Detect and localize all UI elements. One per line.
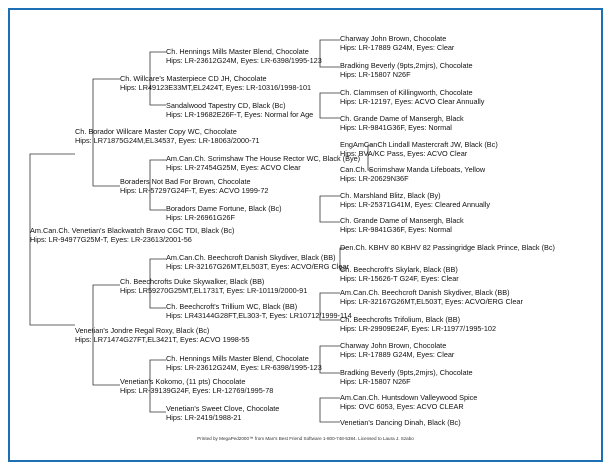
g3-name: Ch. Hennings Mills Master Blend, Chocolate <box>166 47 309 56</box>
g3-name: Venetian's Sweet Clove, Chocolate <box>166 404 280 413</box>
g4-info: Hips: LR-15807 N26F <box>340 377 411 386</box>
g4-entry <box>340 288 523 306</box>
g4-entry <box>340 114 464 132</box>
g3-entry <box>166 204 282 222</box>
dam-dam <box>120 377 273 395</box>
g3-entry <box>166 253 349 271</box>
dam-name: Venetian's Jondre Regal Roxy, Black (Bc) <box>75 326 210 335</box>
g3-name: Sandalwood Tapestry CD, Black (Bc) <box>166 101 286 110</box>
sire-sire-info: Hips: LR49123E33MT,EL2424T, Eyes: LR-10316/1998-101 <box>120 83 312 92</box>
sire-info: Hips: LR71875G24M,EL34537, Eyes: LR-18063/2000-71 <box>75 136 260 145</box>
g4-entry <box>340 191 490 209</box>
g4-entry <box>340 165 485 183</box>
g3-entry <box>166 101 313 119</box>
g4-name: Ch. Grande Dame of Mansergh, Black <box>340 216 464 225</box>
g3-info: Hips: LR-23612G24M, Eyes: LR-6398/1995-123 <box>166 363 322 372</box>
g4-entry <box>340 140 498 158</box>
g4-entry <box>340 88 484 106</box>
g3-name: Am.Can.Ch. Scrimshaw The House Rector WC, Black (Bye) <box>166 154 361 163</box>
g3-name: Am.Can.Ch. Beechcroft Danish Skydiver, Black (BB) <box>166 253 336 262</box>
g4-info: Hips: OVC 6053, Eyes: ACVO CLEAR <box>340 402 464 411</box>
g3-info: Hips: LR-23612G24M, Eyes: LR-6398/1995-123 <box>166 56 322 65</box>
g3-info: Hips: LR43144G28FT,EL303-T, Eyes: LR10712/1999-114 <box>166 311 352 320</box>
g3-entry <box>166 404 279 422</box>
g4-entry <box>340 34 454 52</box>
dam-sire-name: Ch. Beechcrofts Duke Skywalker, Black (BB) <box>120 277 265 286</box>
subject-name: Am.Can.Ch. Venetian's Blackwatch Bravo CGC TDI, Black (Bc) <box>30 226 235 235</box>
g3-entry <box>166 302 352 320</box>
g4-entry <box>340 61 473 79</box>
g3-info: Hips: LR-26961G26F <box>166 213 235 222</box>
sire-name: Ch. Borador Willcare Master Copy WC, Chocolate <box>75 127 237 136</box>
g4-info: Hips: LR-15626-T G24F, Eyes: Clear <box>340 274 459 283</box>
g4-info: Hips: LR-15807 N26F <box>340 70 411 79</box>
g4-name: Am.Can.Ch. Huntsdown Valleywood Spice <box>340 393 478 402</box>
g3-name: Boradors Dame Fortune, Black (Bc) <box>166 204 282 213</box>
g3-info: Hips: LR-2419/1988-21 <box>166 413 242 422</box>
g4-entry <box>340 368 473 386</box>
subject-info: Hips: LR-94977G25M-T, Eyes: LR-23613/2001-56 <box>30 235 192 244</box>
g4-name: Bradking Beverly (9pts,2mjrs), Chocolate <box>340 368 473 377</box>
sire-dam <box>120 177 268 195</box>
g3-info: Hips: LR-19682E26F-T, Eyes: Normal for Age <box>166 110 314 119</box>
g4-entry <box>340 243 555 252</box>
g4-entry <box>340 315 496 333</box>
sire-dam-info: Hips: LR-57297G24F-T, Eyes: ACVO 1999-72 <box>120 186 269 195</box>
g4-entry <box>340 393 477 411</box>
g4-entry <box>340 341 454 359</box>
dam-info: Hips: LR71474G27FT,EL3421T, Eyes: ACVO 1998-55 <box>75 335 250 344</box>
g4-info: Hips: LR-9841G36F, Eyes: Normal <box>340 123 452 132</box>
g3-info: Hips: LR-27454G25M, Eyes: ACVO Clear <box>166 163 301 172</box>
g4-name: Ch. Beechcrofts Trifolium, Black (BB) <box>340 315 461 324</box>
printed-by-footer: Printed by MegaPed2000™ from Man's Best Friend Software 1-800-748-5384. Licensed to Laura J. Szabo <box>197 436 414 441</box>
g4-info: Hips: LR-17889 G24M, Eyes: Clear <box>340 43 455 52</box>
g4-name: Am.Can.Ch. Beechcroft Danish Skydiver, Black (BB) <box>340 288 510 297</box>
g4-name: Charway John Brown, Chocolate <box>340 34 447 43</box>
dam-dam-name: Venetian's Kokomo, (11 pts) Chocolate <box>120 377 246 386</box>
g4-name: Venetian's Dancing Dinah, Black (Bc) <box>340 418 461 427</box>
g4-name: EngAmCanCh Lindall Mastercraft JW, Black (Bc) <box>340 140 498 149</box>
g4-info: Hips: LR-12197, Eyes: ACVO Clear Annually <box>340 97 485 106</box>
g3-info: Hips: LR-32167G26MT,EL503T, Eyes: ACVO/ERG Clear <box>166 262 349 271</box>
g4-name: Ch. Grande Dame of Mansergh, Black <box>340 114 464 123</box>
g4-name: Can.Ch. Scrimshaw Manda Lifeboats, Yellow <box>340 165 486 174</box>
g3-name: Ch. Hennings Mills Master Blend, Chocolate <box>166 354 309 363</box>
sire-sire-name: Ch. Willcare's Masterpiece CD JH, Chocolate <box>120 74 267 83</box>
g4-name: Ch. Clammsen of Killingworth, Chocolate <box>340 88 473 97</box>
g4-info: Hips: LR-25371G41M, Eyes: Cleared Annually <box>340 200 491 209</box>
subject-dog <box>30 226 234 244</box>
g4-info: Hips: BVA/KC Pass, Eyes: ACVO Clear <box>340 149 468 158</box>
g3-entry <box>166 154 360 172</box>
dam-sire <box>120 277 307 295</box>
g4-info: Hips: LR-9841G36F, Eyes: Normal <box>340 225 452 234</box>
g4-entry <box>340 265 459 283</box>
g4-name: Charway John Brown, Chocolate <box>340 341 447 350</box>
g4-name: Bradking Beverly (9pts,2mjrs), Chocolate <box>340 61 473 70</box>
g4-info: Hips: LR-32167G26MT,EL503T, Eyes: ACVO/ERG Clear <box>340 297 523 306</box>
sire-dam-name: Boraders Not Bad For Brown, Chocolate <box>120 177 251 186</box>
g3-entry <box>166 354 322 372</box>
g4-entry <box>340 216 464 234</box>
dam-sire-info: Hips: LR59270G25MT,EL1731T, Eyes: LR-10119/2000-91 <box>120 286 308 295</box>
sire-sire <box>120 74 311 92</box>
g3-name: Ch. Beechcroft's Trillium WC, Black (BB) <box>166 302 298 311</box>
dam <box>75 326 249 344</box>
sire <box>75 127 260 145</box>
g4-info: Hips: LR-20629N36F <box>340 174 409 183</box>
dam-dam-info: Hips: LR-39139G24F, Eyes: LR-12769/1995-78 <box>120 386 274 395</box>
g4-entry <box>340 418 461 427</box>
g4-info: Hips: LR-17889 G24M, Eyes: Clear <box>340 350 455 359</box>
g4-name: Ch. Beechcroft's Skylark, Black (BB) <box>340 265 458 274</box>
g4-name: Den.Ch. KBHV 80 KBHV 82 Passingridge Black Prince, Black (Bc) <box>340 243 555 252</box>
g4-info: Hips: LR-29909E24F, Eyes: LR-11977/1995-102 <box>340 324 497 333</box>
g3-entry <box>166 47 322 65</box>
g4-name: Ch. Marshland Blitz, Black (By) <box>340 191 441 200</box>
